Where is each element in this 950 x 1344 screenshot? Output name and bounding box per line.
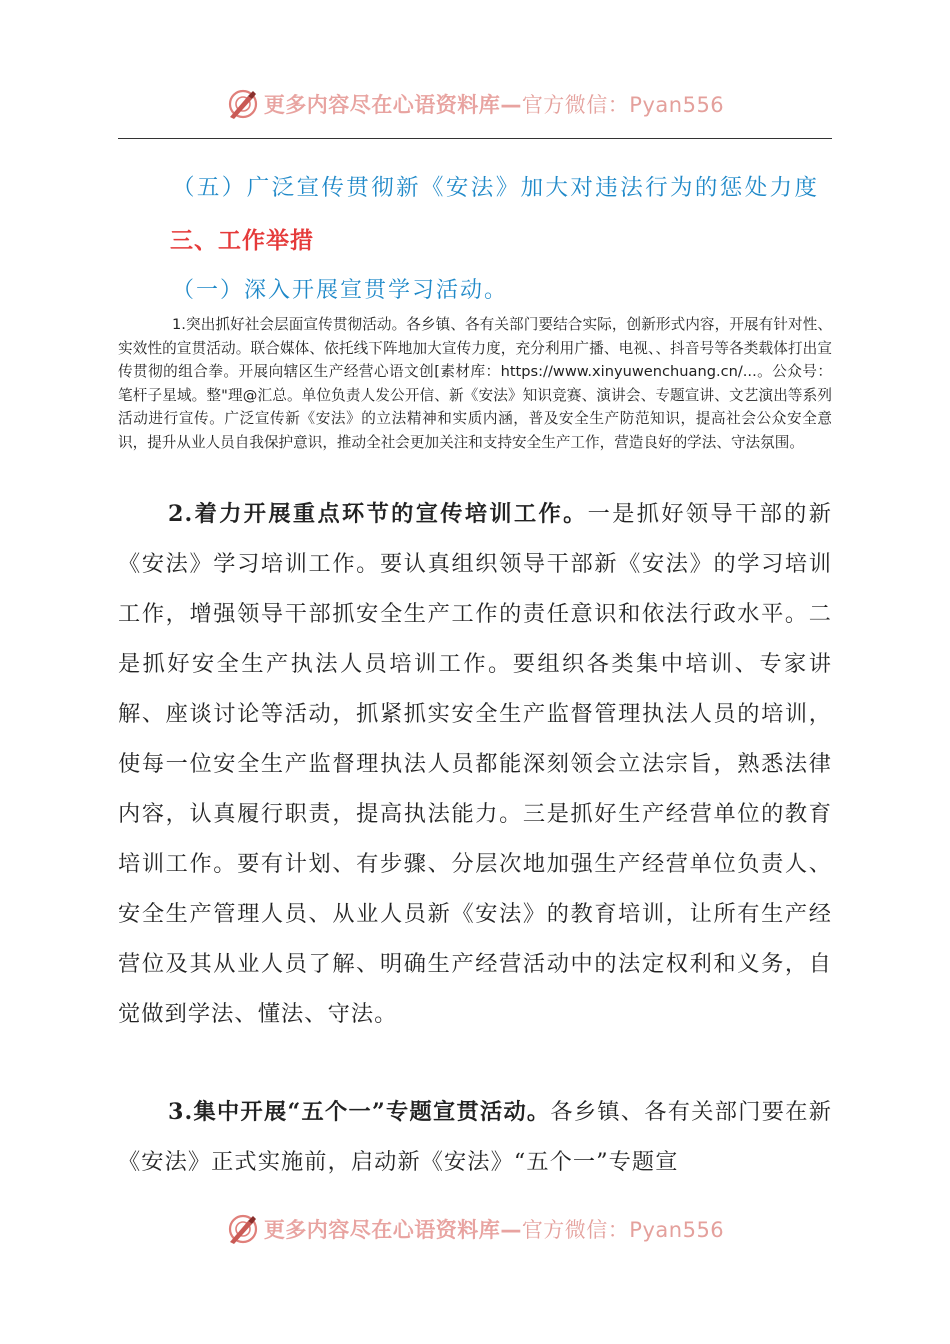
paragraph-2-lead: 2.着力开展重点环节的宣传培训工作。 — [168, 501, 588, 527]
paragraph-1: 1.突出抓好社会层面宣传贯彻活动。各乡镇、各有关部门要结合实际，创新形式内容，开展有针对性、实效性的宣贯活动。联合媒体、依托线下阵地加大宣传力度，充分利用广播、电视、、抖音号等各类载体打出宣传贯彻的组合拳。开展向辖区生产经营心语文创[素材库：https://www.xinyuwenchuang.cn/...。公众号：笔杆子星域。整"理@汇总。单位负责人发公开信、新《安法》知识竞赛、演讲会、专题宣讲、文艺演出等系列活动进行宣传。广泛宣传新《安法》的立法精神和实质内涵，普及安全生产防范知识，提高社会公众安全意识，提升从业人员自我保护意识，推动全社会更加关注和支持安全生产工作，营造良好的学法、守法氛围。 — [118, 316, 832, 451]
paragraph-3-body: 各乡镇、各有关部门要在新《安法》正式实施前，启动新《安法》“五个一”专题宣 — [118, 1099, 832, 1175]
footer-banner-text: 更多内容尽在心语资料库—官方微信：Pyan556 — [263, 1218, 725, 1242]
pen-circle-logo-icon — [226, 1212, 260, 1246]
footer-banner — [0, 1209, 950, 1249]
banner-text: 更多内容尽在心语资料库—官方微信：Pyan556 — [263, 93, 725, 117]
paragraph-2 — [118, 489, 832, 1039]
paragraph-3-lead: 3.集中开展“五个一”专题宣贯活动。 — [168, 1099, 551, 1125]
heading-section-3: 三、工作举措 — [170, 228, 314, 254]
paragraph-2-body: 一是抓好领导干部的新《安法》学习培训工作。要认真组织领导干部新《安法》的学习培训工作，增强领导干部抓安全生产工作的责任意识和依法行政水平。二是抓好安全生产执法人员培训工作。要组织各类集中培训、专家讲解、座谈讨论等活动，抓紧抓实安全生产监督管理执法人员的培训，使每一位安全生产监督理执法人员都能深刻领会立法宗旨，熟悉法律内容，认真履行职责，提高执法能力。三是抓好生产经营单位的教育培训工作。要有计划、有步骤、分层次地加强生产经营单位负责人、安全生产管理人员、从业人员新《安法》的教育培训，让所有生产经营位及其从业人员了解、明确生产经营活动中的法定权利和义务，自觉做到学法、懂法、守法。 — [118, 501, 833, 1027]
heading-section-5: （五）广泛宣传贯彻新《安法》加大对违法行为的惩处力度 — [172, 175, 820, 201]
pen-circle-logo-icon — [226, 87, 260, 121]
heading-subsection-1: （一）深入开展宣贯学习活动。 — [172, 278, 509, 303]
header-divider — [118, 138, 832, 139]
paragraph-3 — [118, 1087, 832, 1187]
header-banner — [0, 84, 950, 124]
